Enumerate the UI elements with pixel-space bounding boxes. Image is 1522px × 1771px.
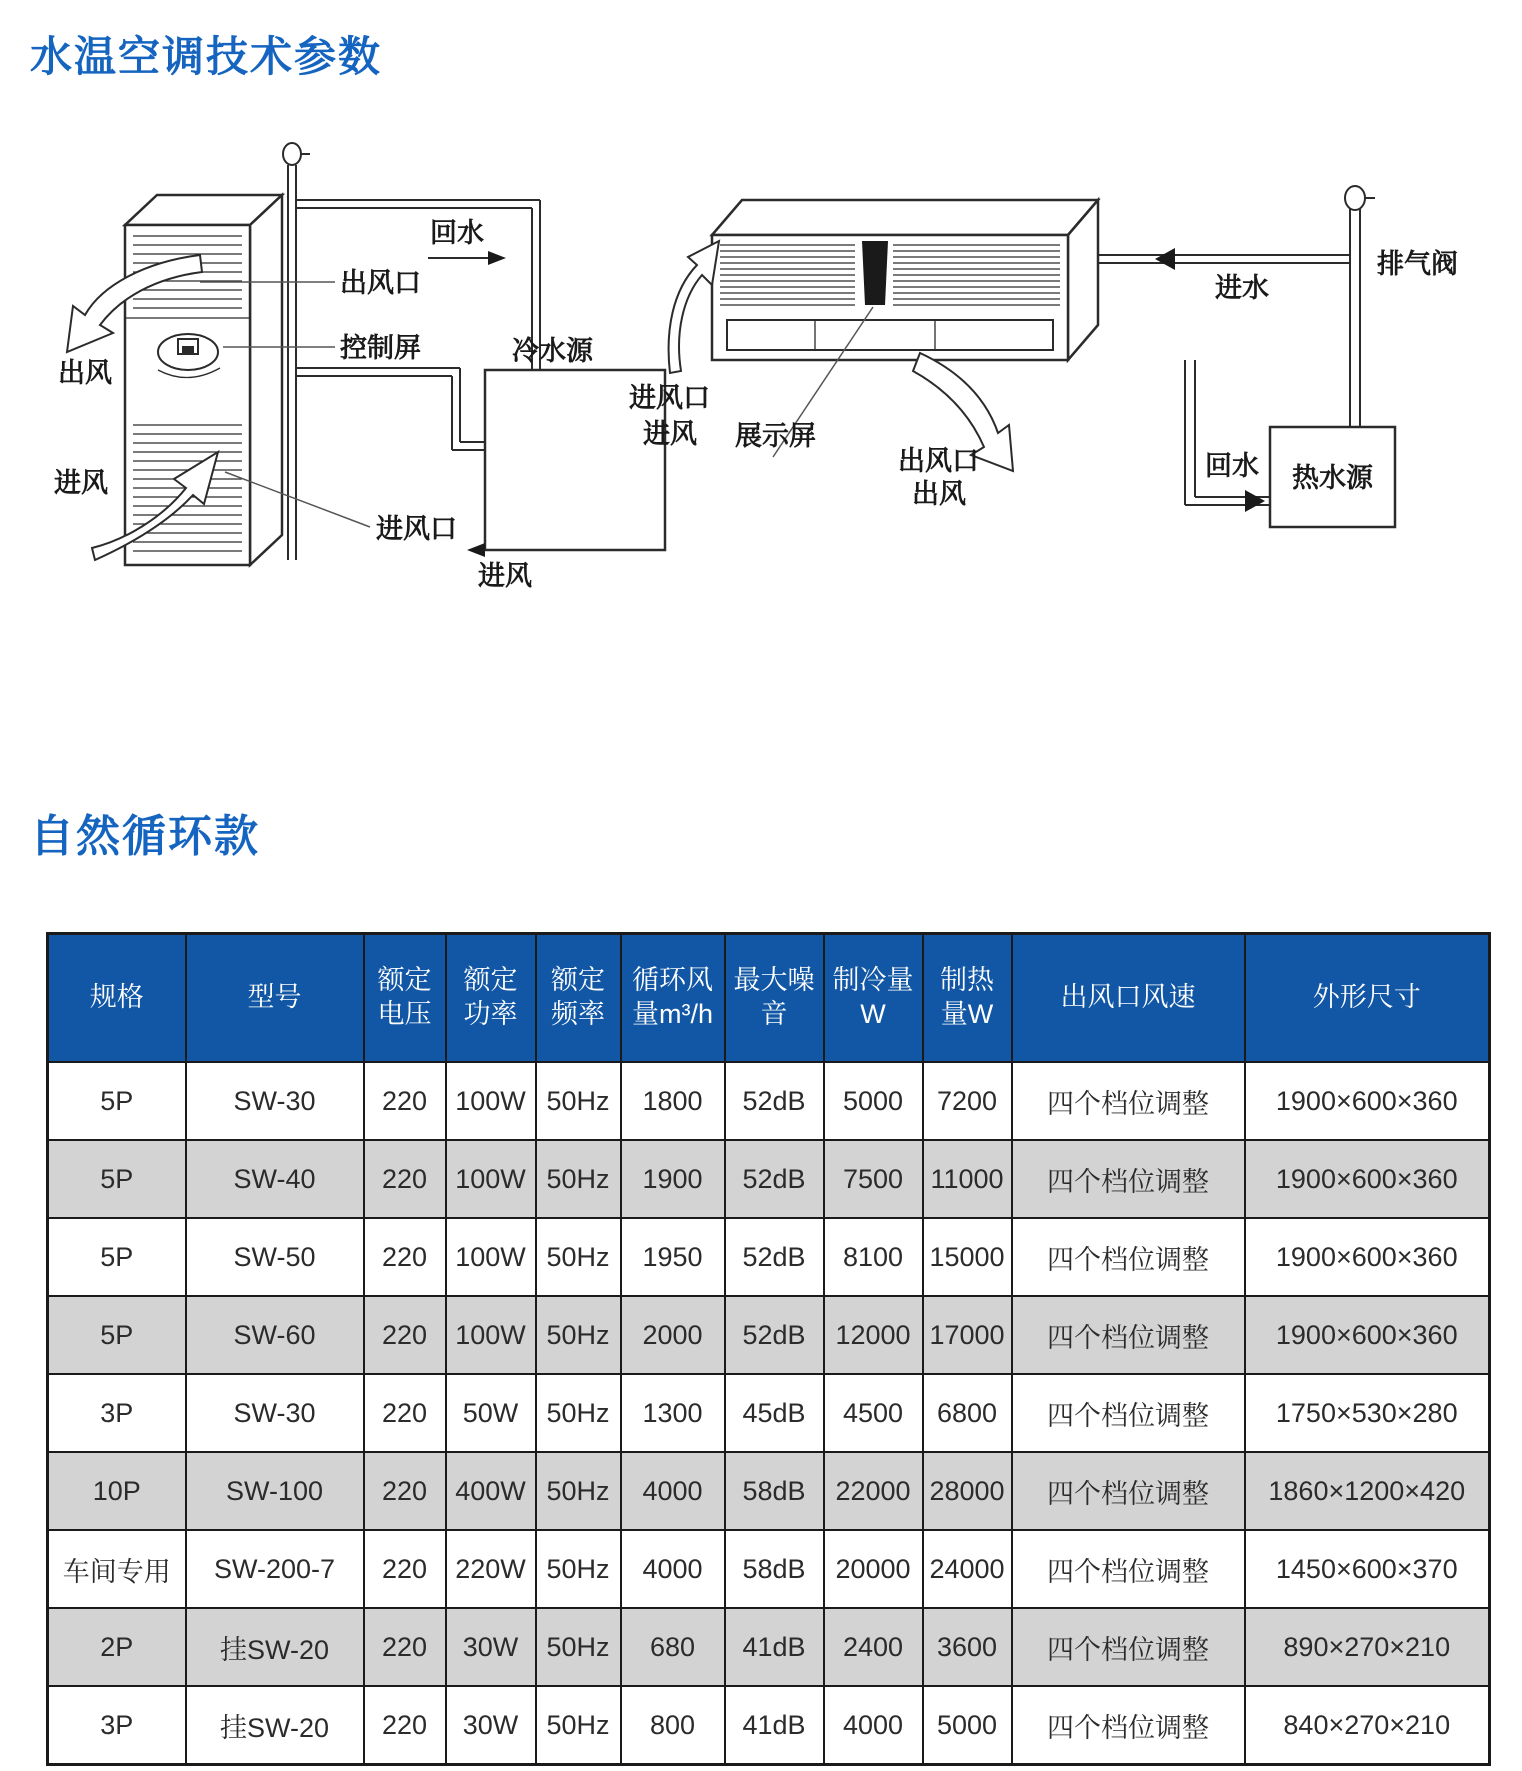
wall-unit-top-face [712,200,1098,235]
table-cell: 6800 [923,1374,1012,1452]
wall-air-in-label: 进风 [643,419,697,449]
table-cell: 52dB [725,1218,824,1296]
cold-water-source-label: 冷水源 [512,336,593,366]
control-knob-screen-fill [182,346,194,354]
table-cell: 58dB [725,1530,824,1608]
table-row [48,1062,1490,1140]
table-cell: 45dB [725,1374,824,1452]
table-cell: 四个档位调整 [1012,1374,1245,1452]
table-cell: 4000 [621,1452,725,1530]
table-cell: 41dB [725,1608,824,1686]
table-cell: 50Hz [536,1452,621,1530]
water-in-pipe [1098,255,1350,263]
table-cell: 220 [364,1608,446,1686]
table-cell: 680 [621,1608,725,1686]
table-row [48,1374,1490,1452]
air-out-label: 出风 [58,358,112,388]
table-cell: 28000 [923,1452,1012,1530]
page-title: 水温空调技术参数 [30,33,383,80]
table-cell: 四个档位调整 [1012,1218,1245,1296]
table-cell: 50Hz [536,1062,621,1140]
table-cell: 5000 [824,1062,923,1140]
table-cell: SW-30 [186,1062,364,1140]
table-cell: 1300 [621,1374,725,1452]
air-in-bottom-arrow [467,543,485,557]
table-cell: 四个档位调整 [1012,1686,1245,1765]
table-cell: 100W [446,1296,536,1374]
table-cell: 2P [48,1608,186,1686]
table-cell: 800 [621,1686,725,1765]
table-cell: 1950 [621,1218,725,1296]
table-cell: 5P [48,1296,186,1374]
table-row [48,1218,1490,1296]
table-header [48,934,1490,1063]
table-cell: 挂SW-20 [186,1686,364,1765]
hot-water-source-label: 热水源 [1292,463,1373,493]
table-cell: 四个档位调整 [1012,1296,1245,1374]
table-row [48,1452,1490,1530]
table-cell: 30W [446,1608,536,1686]
table-cell: 四个档位调整 [1012,1062,1245,1140]
header-cell: 循环风量m³/h [621,934,725,1063]
table-cell: 5P [48,1218,186,1296]
table-cell: 挂SW-20 [186,1608,364,1686]
header-cell: 额定电压 [364,934,446,1063]
table-cell: 1900×600×360 [1245,1062,1490,1140]
header-cell: 额定功率 [446,934,536,1063]
table-cell: 1800 [621,1062,725,1140]
table-cell: 8100 [824,1218,923,1296]
table-cell: 52dB [725,1062,824,1140]
table-cell: 22000 [824,1452,923,1530]
table-row [48,1530,1490,1608]
table-cell: 50Hz [536,1296,621,1374]
table-cell: 5P [48,1062,186,1140]
exhaust-valve-label: 排气阀 [1377,249,1458,279]
table-cell: 四个档位调整 [1012,1452,1245,1530]
vertical-pipe [288,165,296,560]
table-cell: SW-60 [186,1296,364,1374]
table-cell: 220 [364,1140,446,1218]
table-cell: 车间专用 [48,1530,186,1608]
table-cell: 1860×1200×420 [1245,1452,1490,1530]
table-cell: 1900×600×360 [1245,1140,1490,1218]
table-cell: 50Hz [536,1374,621,1452]
table-cell: SW-30 [186,1374,364,1452]
table-cell: 1750×530×280 [1245,1374,1490,1452]
table-cell: SW-40 [186,1140,364,1218]
wall-return-pipe [1185,360,1270,505]
table-cell: 220 [364,1452,446,1530]
table-cell: 7500 [824,1140,923,1218]
table-cell: 100W [446,1218,536,1296]
table-cell: 5P [48,1140,186,1218]
wall-unit-bottom-strip [727,320,1053,350]
table-cell: 17000 [923,1296,1012,1374]
header-cell: 外形尺寸 [1245,934,1490,1063]
table-cell: 4000 [621,1530,725,1608]
table-cell: 50Hz [536,1608,621,1686]
table-cell: 58dB [725,1452,824,1530]
table-body [48,1062,1490,1765]
table-cell: SW-50 [186,1218,364,1296]
table-cell: SW-200-7 [186,1530,364,1608]
table-cell: 220 [364,1296,446,1374]
header-cell: 制冷量W [824,934,923,1063]
table-cell: 7200 [923,1062,1012,1140]
table-row [48,1140,1490,1218]
table-cell: 3P [48,1374,186,1452]
table-cell: 4000 [824,1686,923,1765]
header-cell: 制热量W [923,934,1012,1063]
table-cell: 220 [364,1686,446,1765]
table-cell: 四个档位调整 [1012,1140,1245,1218]
table-cell: 1900×600×360 [1245,1218,1490,1296]
table-cell: 400W [446,1452,536,1530]
table-row [48,1608,1490,1686]
spec-table [46,932,1491,1766]
table-cell: SW-100 [186,1452,364,1530]
table-cell: 220 [364,1218,446,1296]
table-cell: 220W [446,1530,536,1608]
air-in-label: 进风 [54,468,108,498]
table-cell: 2400 [824,1608,923,1686]
table-cell: 50Hz [536,1218,621,1296]
table-cell: 52dB [725,1296,824,1374]
table-cell: 50W [446,1374,536,1452]
air-inlet-label: 进风口 [376,514,457,544]
table-cell: 30W [446,1686,536,1765]
table-cell: 220 [364,1374,446,1452]
floor-unit-diagram [40,120,700,680]
display-screen-icon [862,241,888,305]
table-cell: 50Hz [536,1686,621,1765]
air-valve-icon [283,143,301,165]
table-cell: 3P [48,1686,186,1765]
table-cell: 4500 [824,1374,923,1452]
cabinet-side-face [250,195,282,565]
table-row [48,1296,1490,1374]
air-in-bottom-label: 进风 [478,561,532,591]
header-cell: 规格 [48,934,186,1063]
return-water-arrow [488,251,506,265]
table-row [48,1686,1490,1765]
return-water-label: 回水 [430,218,484,248]
water-in-label: 进水 [1215,273,1269,303]
air-outlet-label: 出风口 [340,268,421,298]
table-cell: 840×270×210 [1245,1686,1490,1765]
table-cell: 50Hz [536,1140,621,1218]
wall-return-arrow [1245,490,1265,512]
wall-return-water-label: 回水 [1205,451,1259,481]
exhaust-pipe [1350,207,1360,427]
header-cell: 额定频率 [536,934,621,1063]
table-cell: 15000 [923,1218,1012,1296]
table-cell: 12000 [824,1296,923,1374]
table-cell: 41dB [725,1686,824,1765]
header-cell: 型号 [186,934,364,1063]
table-cell: 1450×600×370 [1245,1530,1490,1608]
supply-pipe [296,368,485,450]
wall-air-inlet-label: 进风口 [629,383,710,413]
table-cell: 220 [364,1530,446,1608]
header-cell: 最大噪音 [725,934,824,1063]
table-cell: 220 [364,1062,446,1140]
section-title: 自然循环款 [30,812,260,861]
display-screen-label: 展示屏 [735,421,816,451]
water-in-arrow [1155,248,1175,270]
table-cell: 20000 [824,1530,923,1608]
wall-air-out-label: 出风 [912,479,966,509]
table-cell: 24000 [923,1530,1012,1608]
control-panel-label: 控制屏 [340,333,421,363]
table-cell: 2000 [621,1296,725,1374]
header-row [48,934,1490,1063]
table-cell: 100W [446,1062,536,1140]
table-cell: 52dB [725,1140,824,1218]
table-cell: 50Hz [536,1530,621,1608]
header-cell: 出风口风速 [1012,934,1245,1063]
table-cell: 11000 [923,1140,1012,1218]
table-cell: 四个档位调整 [1012,1530,1245,1608]
exhaust-valve-icon [1345,186,1365,210]
table-cell: 5000 [923,1686,1012,1765]
table-cell: 3600 [923,1608,1012,1686]
wall-air-outlet-label: 出风口 [898,446,979,476]
table-cell: 四个档位调整 [1012,1608,1245,1686]
table-cell: 10P [48,1452,186,1530]
table-cell: 1900×600×360 [1245,1296,1490,1374]
table-cell: 890×270×210 [1245,1608,1490,1686]
table-cell: 1900 [621,1140,725,1218]
wall-unit-diagram [615,145,1515,625]
table-cell: 100W [446,1140,536,1218]
